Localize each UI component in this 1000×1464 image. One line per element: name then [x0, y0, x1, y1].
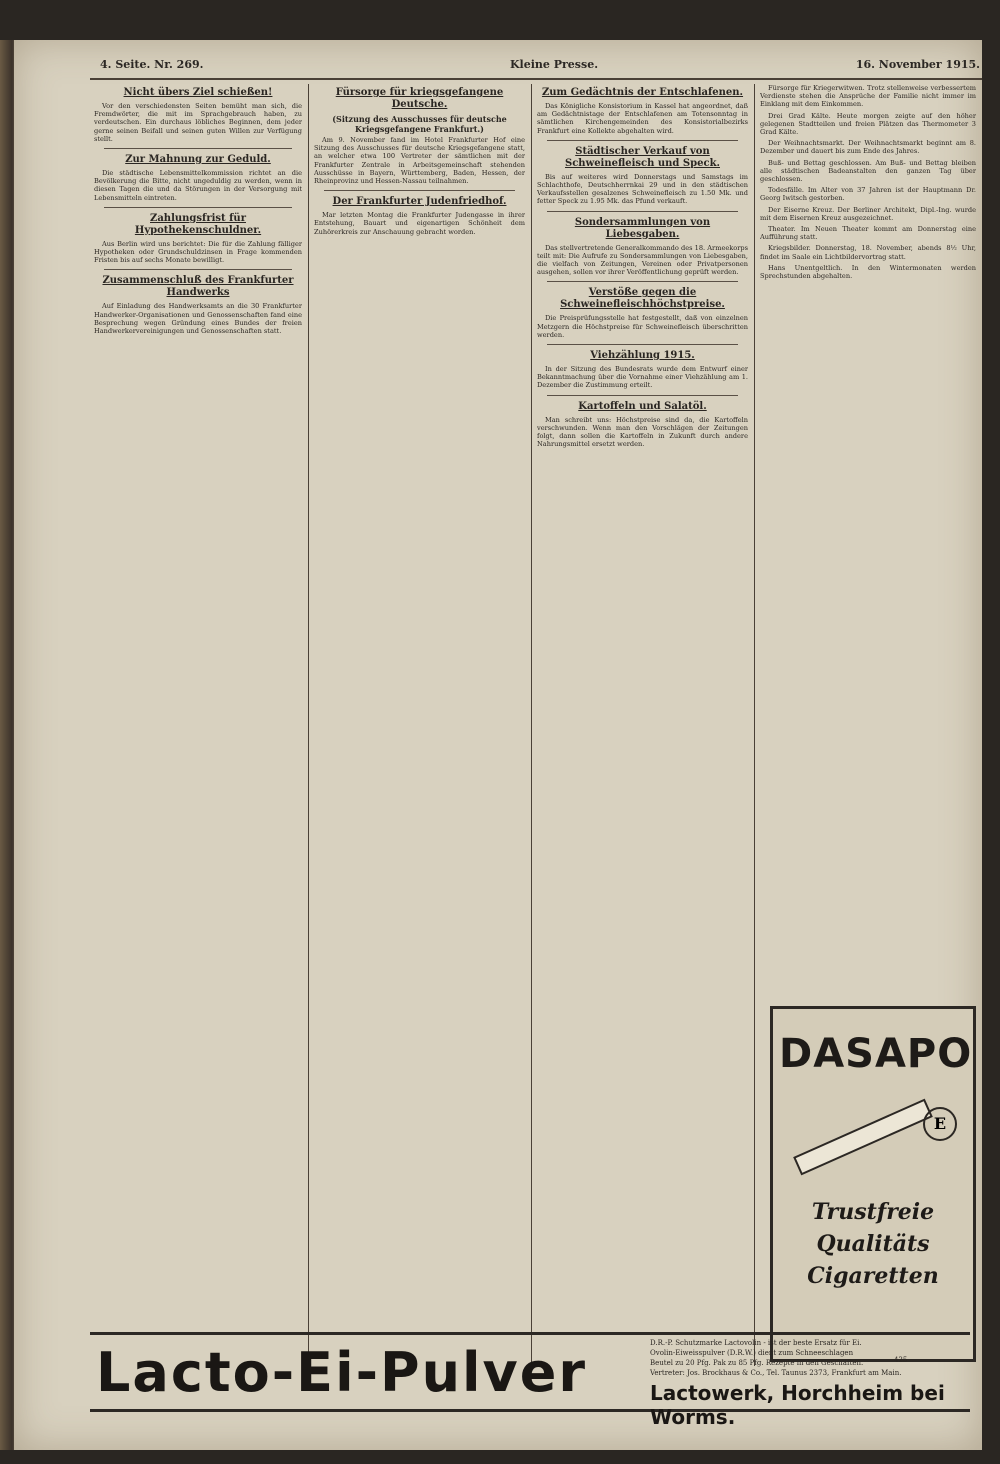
article-text: Auf Einladung des Handwerksamts an die 30 Frankfurter Handwerker-Organisationen und Genossenschaften fand eine Besprechung wegen Gründung eines Bundes der freien Handwerkervereinigungen und Genossenschaften statt. [94, 302, 302, 336]
headline-col3-1: Zum Gedächtnis der Entschlafenen. [541, 87, 744, 98]
article-separator [547, 395, 738, 396]
article-text: Der Weihnachtsmarkt. Der Weihnachtsmarkt beginnt am 8. Dezember und dauert bis zum Ende des Jahres. [760, 139, 976, 156]
article-text: Bis auf weiteres wird Donnerstags und Samstags im Schlachthofe, Deutschherrnkai 29 und in den städtischen Verkaufsstellen gesalzenes Schweinefleisch zu 1.50 Mk. und fetter Speck zu 1.95 Mk. das Pfund verkauft. [537, 172, 748, 206]
column-rule-1 [308, 84, 309, 1366]
article-text: Das Königliche Konsistorium in Kassel hat angeordnet, daß am Gedächtnistage der Entschlafenen am Totensonntag in sämtlichen Kirchengemeinden des Konsistorialbezirks Frankfurt eine Kollekte abgehalten wird. [537, 102, 748, 135]
issue-date: 16. November 1915. [855, 58, 980, 71]
column-rule-2 [531, 84, 532, 1366]
column-2 [314, 84, 525, 1368]
page-mark: 425 [894, 1356, 908, 1364]
article-text: Der Eiserne Kreuz. Der Berliner Architekt, Dipl.-Ing. wurde mit dem Eisernen Kreuz ausgezeichnet. [760, 205, 976, 222]
column-rule-3 [754, 84, 755, 1366]
ad-line-2: Qualitäts [816, 1231, 930, 1257]
column-1 [94, 84, 302, 1368]
column-3 [537, 84, 748, 1368]
ad-text-line-2: Ovolin-Eiweisspulver (D.R.W.) dient zum Schneeschlagen [650, 1349, 854, 1357]
article-text: Fürsorge für Kriegerwitwen. Trotz stellenweise verbessertem Verdienste stehen die Ansprüche der Familie nicht immer im Einklang mit dem Einkommen. [760, 84, 976, 109]
article-separator [547, 344, 738, 345]
article-separator [547, 211, 738, 212]
article-text: Drei Grad Kälte. Heute morgen zeigte auf den höher gelegenen Stadtteilen und freien Plätzen das Thermometer 3 Grad Kälte. [760, 111, 976, 137]
dasapo-advertisement [770, 1006, 976, 1362]
article-text: Man schreibt uns: Höchstpreise sind da, die Kartoffeln verschwunden. Wenn man den Vorschlägen der Zeitungen folgt, dann sollen die Kartoffeln in Zukunft durch andere Nahrungsmittel ersetzt werden. [537, 415, 748, 449]
article-text: Buß- und Bettag geschlossen. Am Buß- und Bettag bleiben alle städtischen Badeanstalten den ganzen Tag über geschlossen. [760, 158, 976, 184]
article-text: Theater. Im Neuen Theater kommt am Donnerstag eine Aufführung statt. [760, 225, 976, 242]
page-number: 4. Seite. Nr. 269. [100, 58, 204, 71]
article-text: Hans Unentgeltlich. In den Wintermonaten werden Sprechstunden abgehalten. [760, 263, 976, 281]
article-text: Todesfälle. Im Alter von 37 Jahren ist der Hauptmann Dr. Georg Iwitsch gestorben. [760, 186, 976, 203]
headline-col3-2: Städtischer Verkauf von Schweinefleisch und Speck. [565, 145, 720, 169]
article-separator [104, 269, 292, 270]
ad-line-1: Trustfreie [811, 1199, 935, 1225]
article-text: Am 9. November fand im Hotel Frankfurter Hof eine Sitzung des Ausschusses für deutsche Kriegsgefangene statt, an welcher etwa 100 Vertreter der sämtlichen mit der Frankfurter Zentrale in Arbeitsgemeinschaft stehenden Ausschüsse in Bayern, Württemberg, Baden, Hessen, der Rheinprovinz und Hessen-Nassau teilnahmen. [314, 136, 525, 186]
article-separator [547, 140, 738, 141]
article-text: Aus Berlin wird uns berichtet: Die für die Zahlung fälliger Hypotheken oder Grundschuldzinsen in Frage kommenden Fristen bis auf sechs Monate bewilligt. [94, 239, 302, 265]
article-separator [104, 148, 292, 149]
article-separator [324, 190, 515, 191]
page-header [100, 58, 980, 74]
newspaper-page [14, 40, 982, 1450]
article-text: Mar letzten Montag die Frankfurter Judengasse in ihrer Entstehung, Bauart und eigenartigen Schönheit dem Zuhörerkreis zur Anschauung gebracht worden. [314, 211, 525, 236]
article-text: Vor den verschiedensten Seiten bemüht man sich, die Fremdwörter, die mit im Sprachgebrauch haben, zu verdeutschen. Ein durchaus löbliches Beginnen, dem jeder gerne seinen Beifall und seinen guten Willen zur Verfügung stellt. [94, 102, 302, 143]
column-4 [760, 84, 976, 1028]
headline-col3-4: Verstöße gegen die Schweinefleischhöchstpreise. [560, 287, 725, 311]
article-text: Das stellvertretende Generalkommando des 18. Armeekorps teilt mit: Die Aufrufe zu Sondersammlungen von Liebesgaben, die vielfach von Zeitungen, Vereinen oder Privatpersonen ausgehen, sollen vor ihrer Veröffentlichung geprüft werden. [537, 243, 748, 277]
headline-col2-2: Der Frankfurter Judenfriedhof. [332, 196, 507, 208]
ad-text-line-3: Beutel zu 20 Pfg. Pak zu 85 Pfg. Rezepte in den Geschäften. [650, 1359, 864, 1367]
article-text: Die städtische Lebensmittelkommission richtet an die Bevölkerung die Bitte, nicht ungeduldig zu werden, wenn in diesen Tagen die und da Störungen in der Versorgung mit Lebensmitteln eintreten. [94, 169, 302, 202]
header-rule [90, 78, 982, 80]
cigarette-icon [793, 1099, 933, 1176]
headline-col2-1: Fürsorge für kriegsgefangene Deutsche. [335, 87, 504, 110]
lacto-firm: Lactowerk, Horchheim bei Worms. [650, 1381, 945, 1429]
article-text: Kriegsbilder. Donnerstag, 18. November, abends 8½ Uhr, findet im Saale ein Lichtbildervortrag statt. [760, 244, 976, 261]
lacto-brand: Lacto-Ei-Pulver [96, 1341, 587, 1404]
headline-col3-5: Viehzählung 1915. [590, 350, 695, 362]
headline-col1-3: Zahlungsfrist für Hypothekenschuldner. [134, 212, 262, 236]
dasapo-brand: DASAPO [779, 1031, 973, 1077]
article-text: In der Sitzung des Bundesrats wurde dem Entwurf einer Bekanntmachung über die Vornahme einer Viehzählung am 1. Dezember die Zustimmung erteilt. [537, 365, 748, 390]
ad-text-line-1: D.R.-P. Schutzmarke Lactovolin - ist der beste Ersatz für Ei. [650, 1339, 862, 1347]
headline-col3-6: Kartoffeln und Salatöl. [578, 400, 707, 412]
lacto-advertisement [90, 1332, 970, 1429]
ad-line-3: Cigaretten [807, 1263, 939, 1289]
ad-text-line-4: Vertreter: Jos. Brockhaus & Co., Tel. Taunus 2373, Frankfurt am Main. [650, 1369, 902, 1377]
brand-badge-icon: E [923, 1107, 957, 1141]
headline-col1-1: Nicht übers Ziel schießen! [123, 87, 273, 98]
article-separator [547, 281, 738, 282]
headline-col1-2: Zur Mahnung zur Geduld. [125, 154, 271, 166]
subheadline: (Sitzung des Ausschusses für deutsche Kriegsgefangene Frankfurt.) [332, 114, 507, 134]
headline-col3-3: Sondersammlungen von Liebesgaben. [574, 216, 711, 240]
headline-col1-4: Zusammenschluß des Frankfurter Handwerks [102, 275, 294, 299]
article-text: Die Preisprüfungsstelle hat festgestellt, daß von einzelnen Metzgern die Höchstpreise für Schweinefleisch überschritten werden. [537, 314, 748, 339]
newspaper-title: Kleine Presse. [510, 58, 599, 71]
article-separator [104, 207, 292, 208]
